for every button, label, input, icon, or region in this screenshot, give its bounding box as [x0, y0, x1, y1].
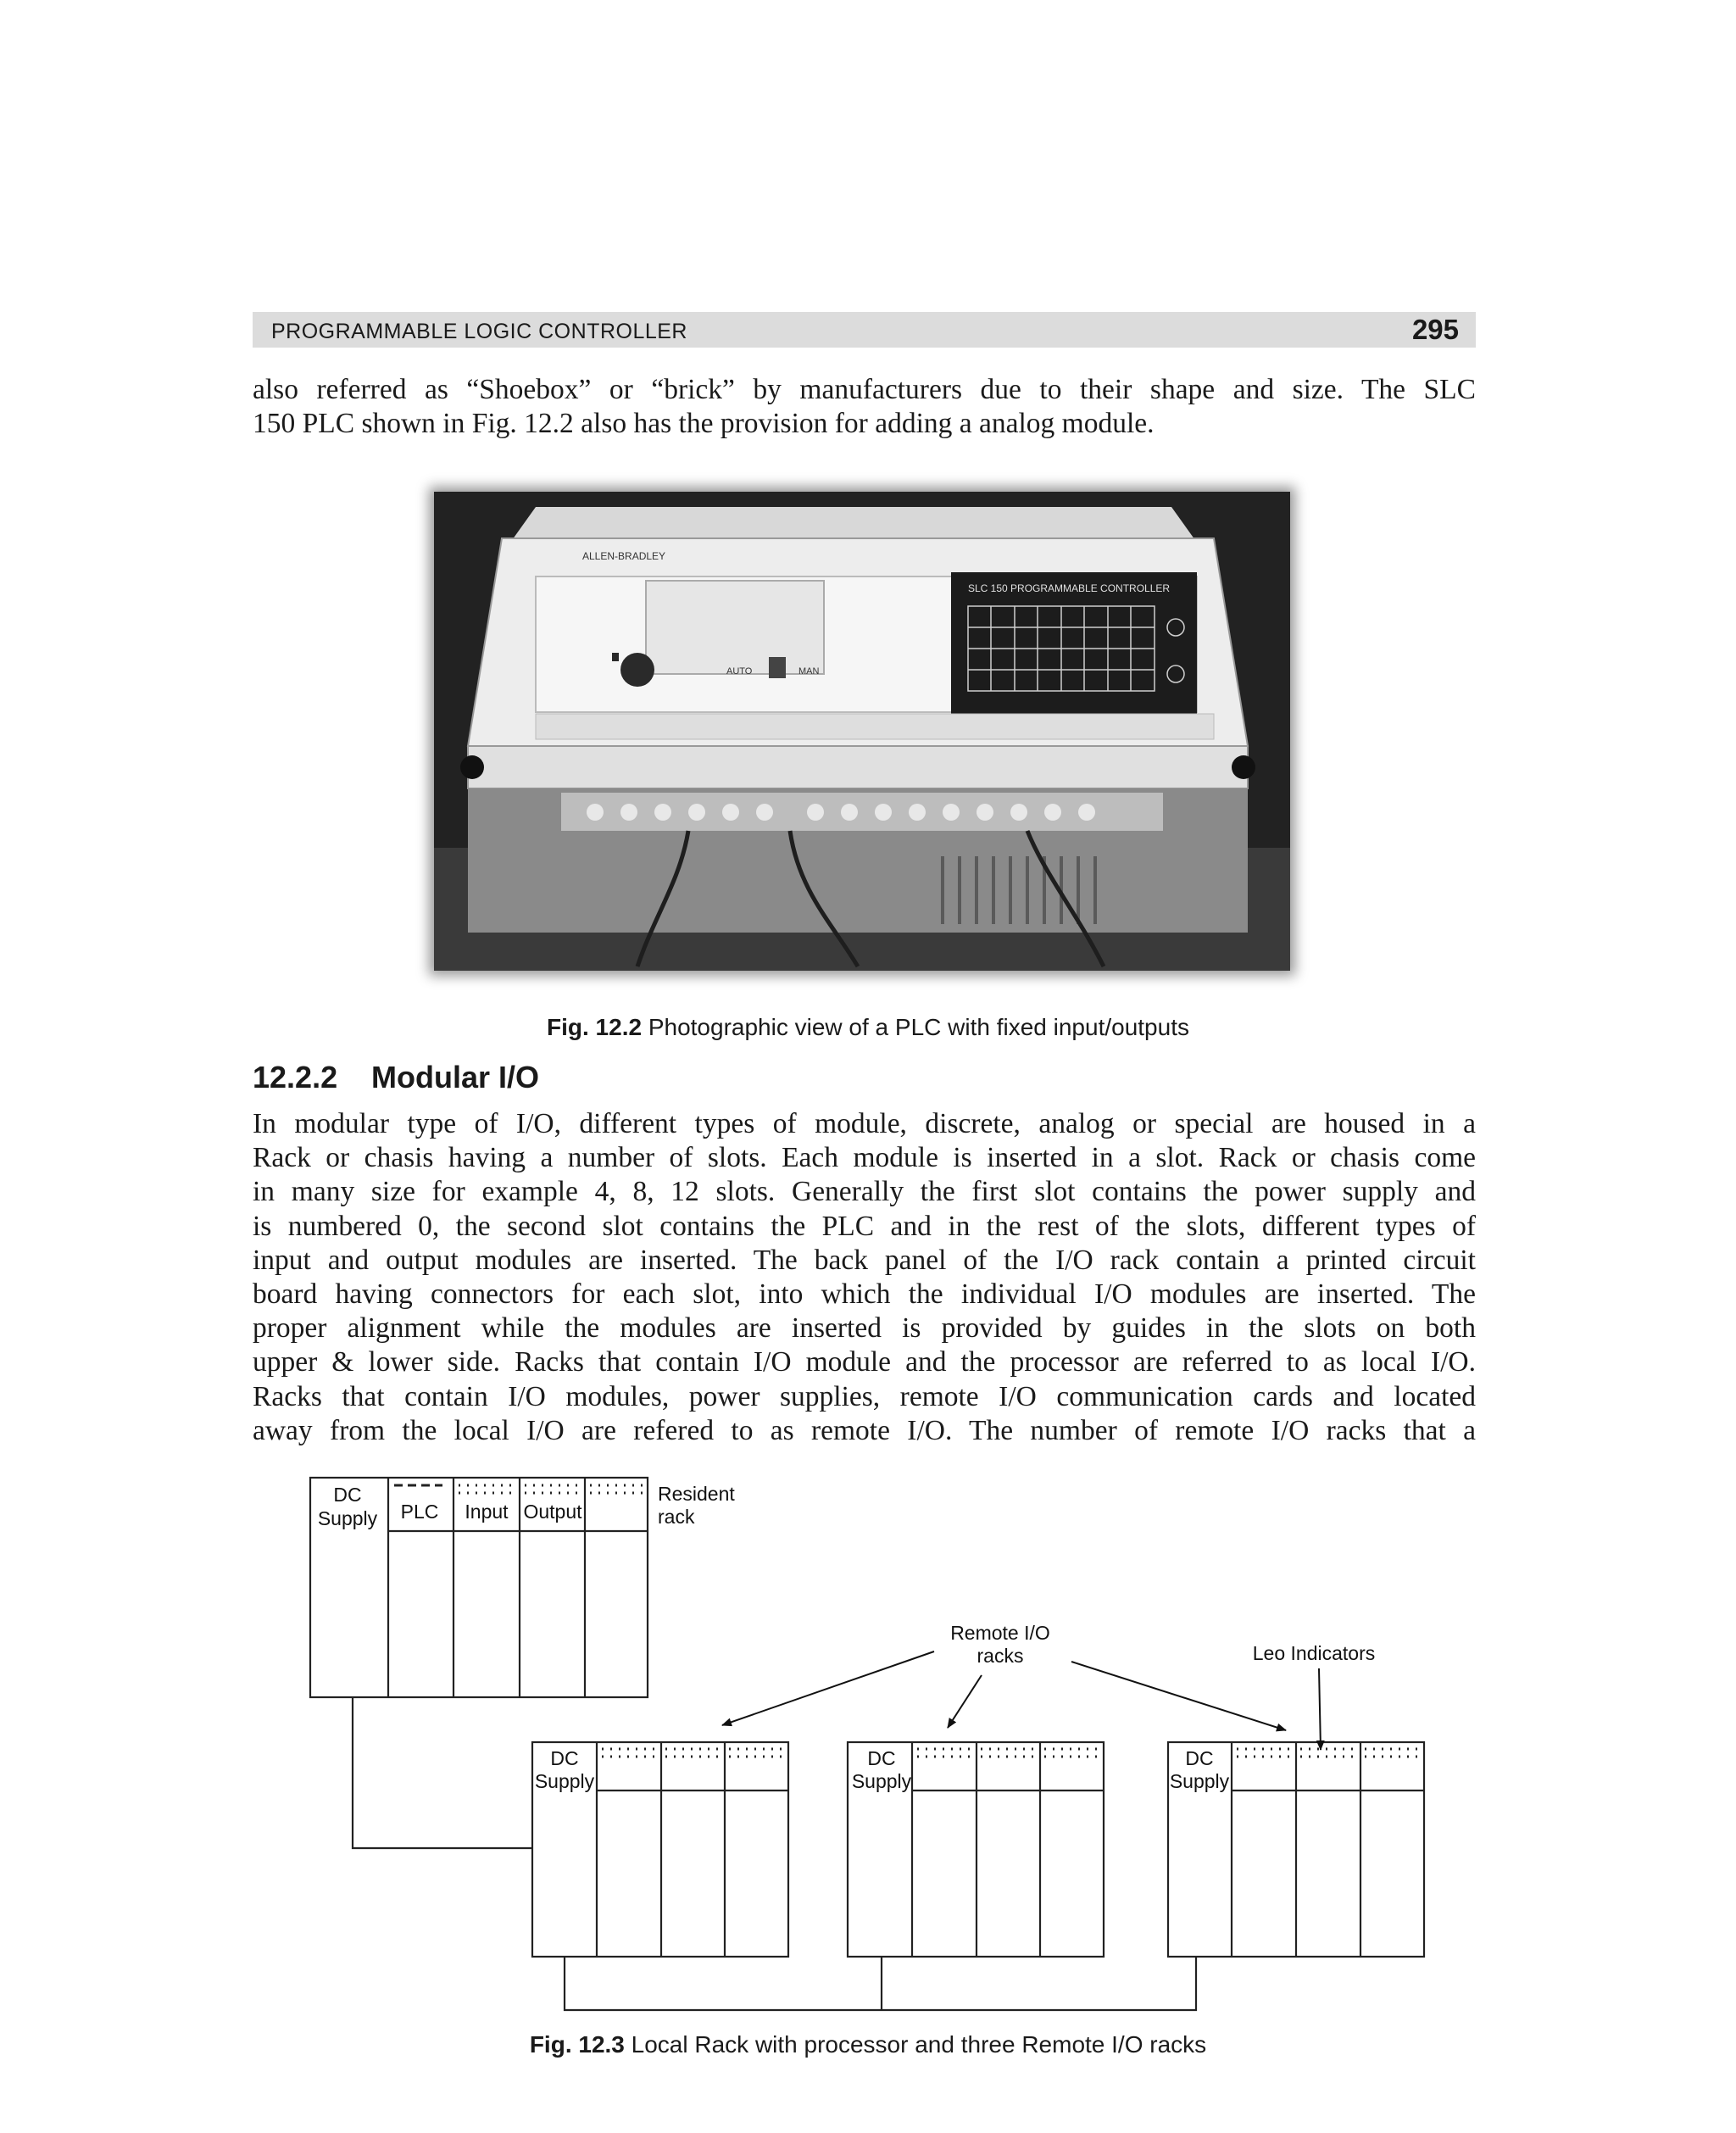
brand-label: ALLEN-BRADLEY	[582, 550, 666, 562]
caption-text: Photographic view of a PLC with fixed input/outputs	[648, 1014, 1189, 1040]
output-slot-label: Output	[523, 1501, 582, 1523]
led-indicators-label: Leo Indicators	[1252, 1642, 1376, 1664]
arrow-to-led-indicators	[1319, 1668, 1321, 1750]
remote-1-dc-label: DC	[550, 1747, 579, 1769]
arrow-to-remote-rack-1	[722, 1651, 934, 1725]
resident-rack-label: Resident	[658, 1483, 735, 1505]
header-title: PROGRAMMABLE LOGIC CONTROLLER	[271, 320, 687, 343]
caption-text: Local Rack with processor and three Remote I/O racks	[631, 2031, 1207, 2058]
figure-12-3-caption	[0, 2031, 1736, 2058]
resident-dc-label: DC	[333, 1484, 362, 1506]
remote-3-dc-label: DC	[1185, 1747, 1214, 1769]
remote-racks-label: Remote I/O	[950, 1622, 1050, 1644]
input-slot-label: Input	[465, 1501, 509, 1523]
text-line: away from the local I/O are refered to as remote I/O. The number of remote I/O racks that a	[253, 1414, 1476, 1446]
arrow-to-remote-rack-2	[948, 1675, 982, 1728]
caption-label: Fig. 12.3	[529, 2031, 625, 2058]
page-number: 295	[1411, 314, 1459, 345]
text-line: in many size for example 4, 8, 12 slots. Generally the first slot contains the power supply and	[253, 1176, 1476, 1208]
resident-supply-label: Supply	[317, 1507, 378, 1529]
text-line: Racks that contain I/O modules, power supplies, remote I/O communication cards and located	[253, 1380, 1476, 1412]
text-line: In modular type of I/O, different types of module, discrete, analog or special are housed in a	[253, 1108, 1476, 1139]
remote-bus-link	[565, 1957, 1196, 2010]
remote-1-supply-label: Supply	[534, 1770, 595, 1792]
text-line: 150 PLC shown in Fig. 12.2 also has the provision for adding a analog module.	[253, 408, 1155, 440]
arrow-to-remote-rack-3	[1071, 1662, 1286, 1730]
resident-rack-label: rack	[658, 1506, 695, 1528]
text-line: Rack or chasis having a number of slots. Each module is inserted in a slot. Rack or chasis come	[253, 1142, 1476, 1174]
text-line: board having connectors for each slot, into which the individual I/O modules are inserted. The	[253, 1278, 1476, 1311]
text-line: proper alignment while the modules are inserted is provided by guides in the slots on both	[253, 1312, 1476, 1345]
local-to-remote-link	[353, 1697, 532, 1848]
remote-racks-label: racks	[976, 1645, 1024, 1667]
section-number: 12.2.2	[253, 1060, 338, 1094]
model-label: SLC 150 PROGRAMMABLE CONTROLLER	[968, 582, 1171, 594]
caption-label: Fig. 12.2	[547, 1014, 643, 1040]
text-line: also referred as “Shoebox” or “brick” by manufacturers due to their shape and size. The SLC	[253, 374, 1476, 405]
text-line: input and output modules are inserted. The back panel of the I/O rack contain a printed circuit	[253, 1244, 1476, 1276]
remote-2-dc-label: DC	[867, 1747, 896, 1769]
remote-2-supply-label: Supply	[851, 1770, 912, 1792]
text-line: is numbered 0, the second slot contains the PLC and in the rest of the slots, different types of	[253, 1210, 1476, 1242]
plc-slot-label: PLC	[400, 1501, 439, 1523]
remote-3-supply-label: Supply	[1169, 1770, 1230, 1792]
switch-auto-label: AUTO	[726, 666, 753, 677]
switch-man-label: MAN	[798, 666, 820, 677]
section-title: Modular I/O	[371, 1060, 539, 1094]
text-line: upper & lower side. Racks that contain I/O module and the processor are referred to as local I/O.	[253, 1346, 1476, 1378]
